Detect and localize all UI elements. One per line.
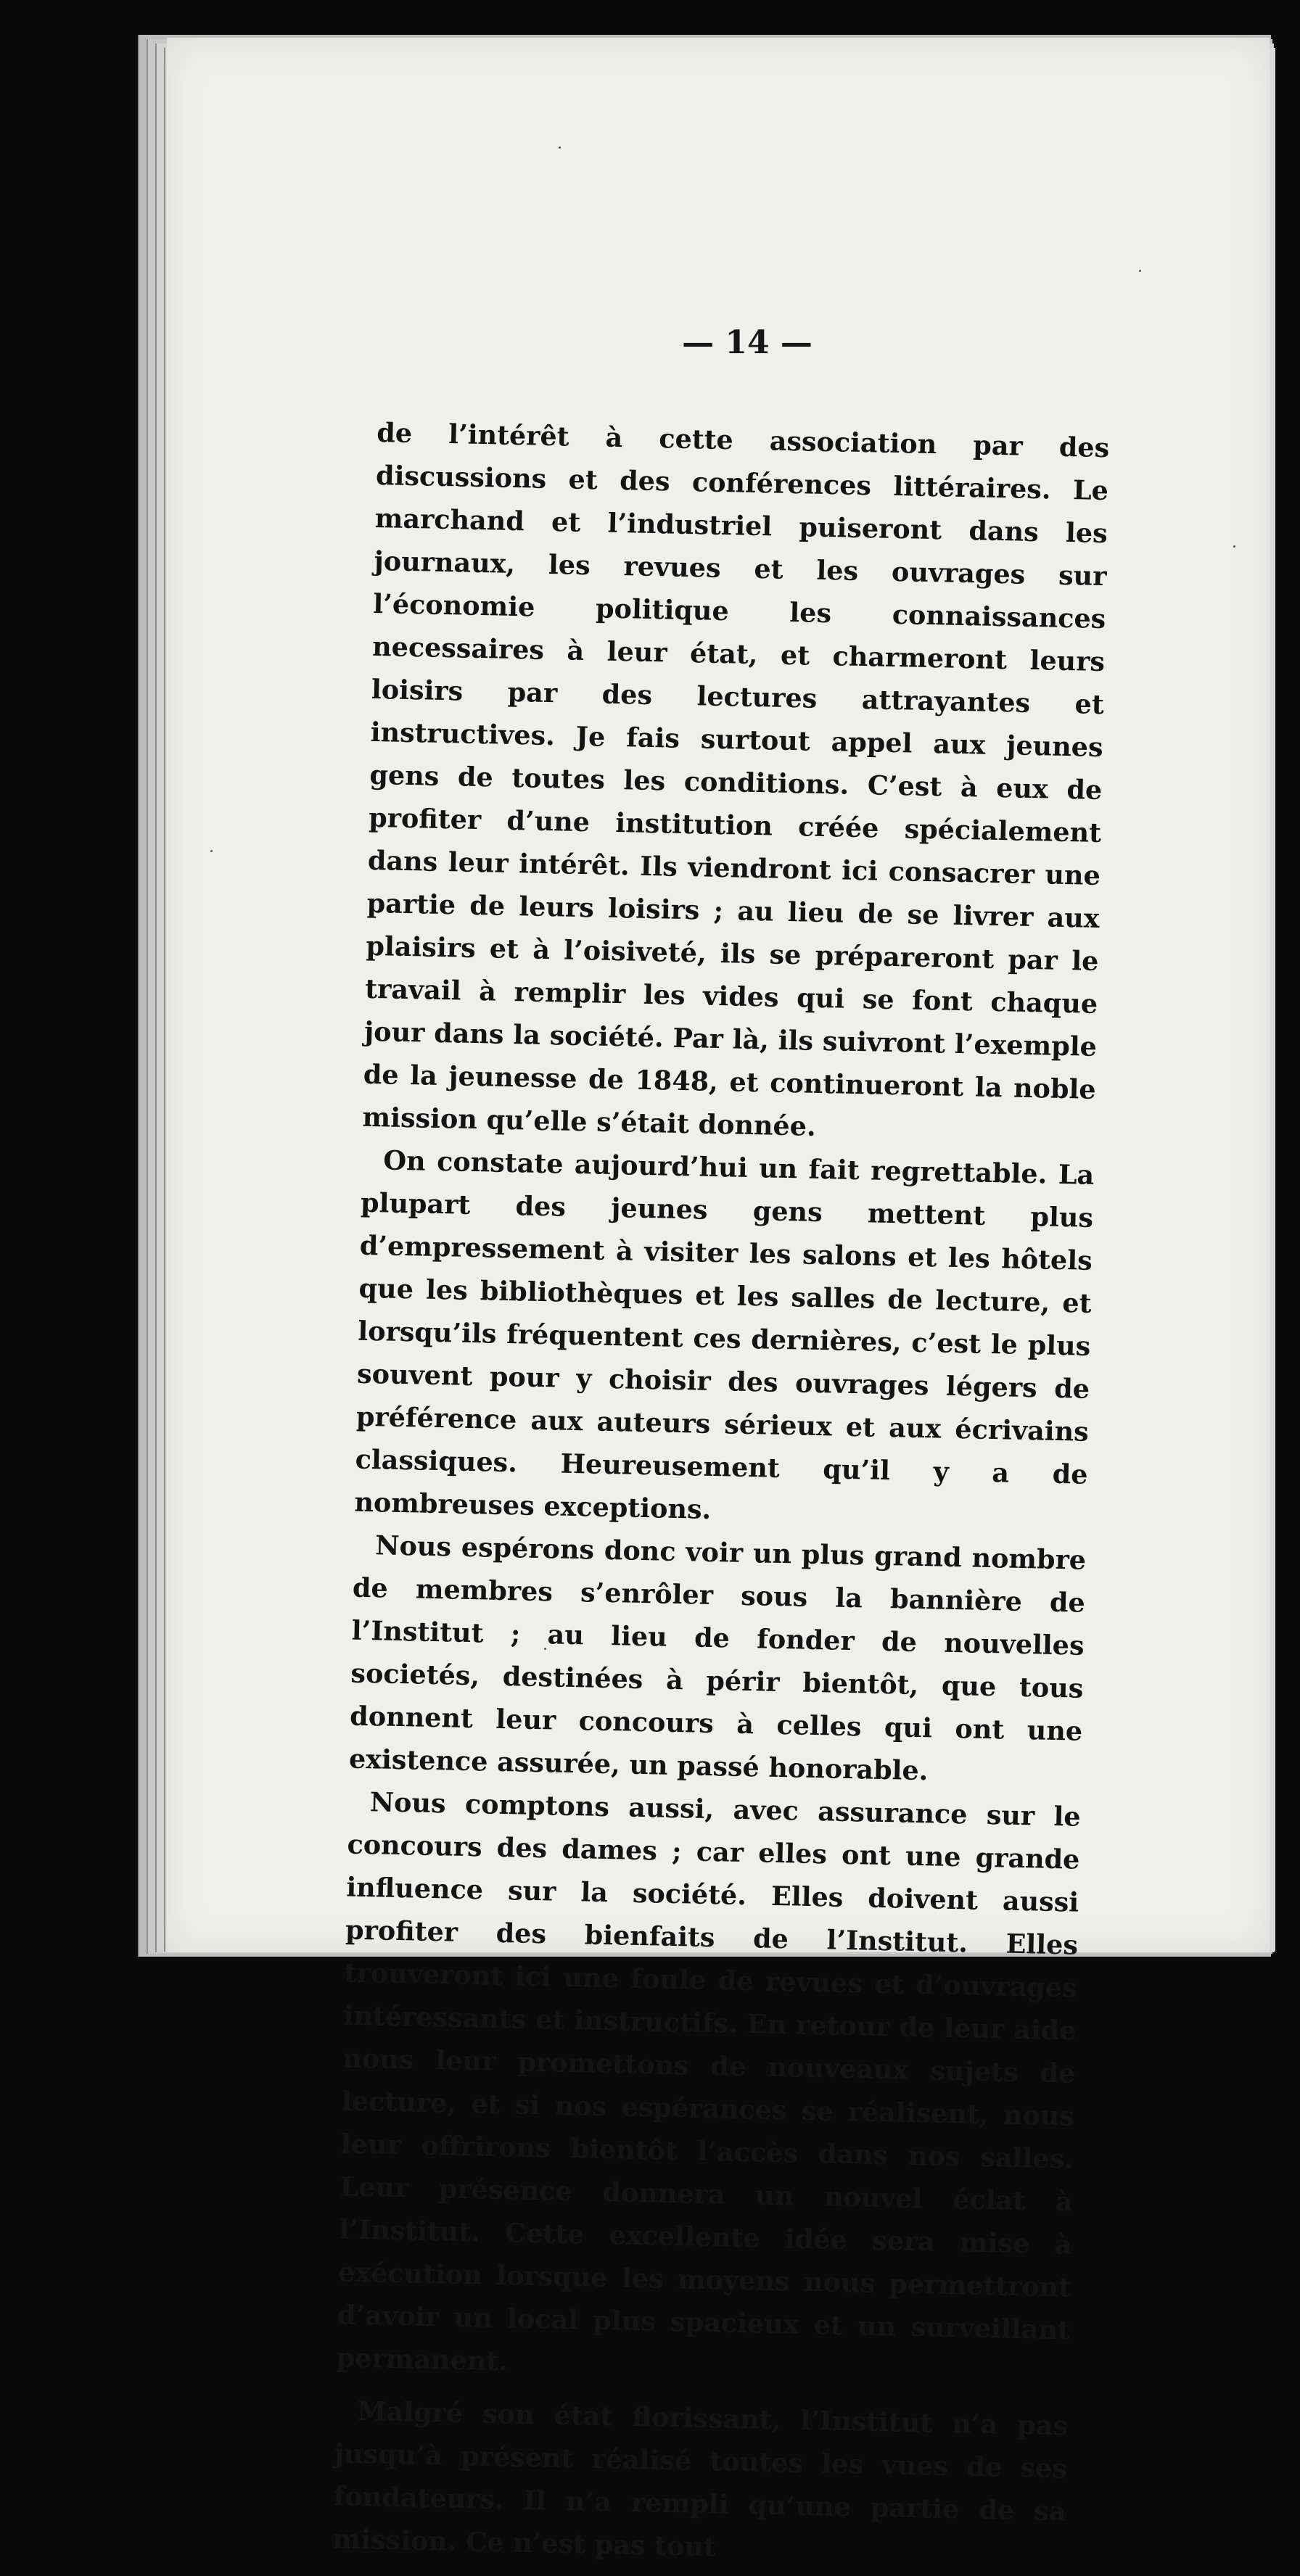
paragraph: Malgré son état florissant, l’Institut n’a pas jusqu’à présent réalisé toutes les vues de ses fondateurs. Il n’a rempli qu’une partie de sa mission. Ce n’est pas tout [332, 2395, 1069, 2563]
paragraph: Nous espérons donc voir un plus grand nombre de membres s’enrôler sous la bannière de l’Institut ; au lieu de fonder de nouvelles societés, destinées à périr bientôt, que tous donnent leur concours à celles qui ont une existence assurée, un passé honorable. [348, 1530, 1087, 1787]
paragraph: On constate aujourd’hui un fait regrettable. La plupart des jeunes gens mettent plus d’empressement à visiter les salons et les hôtels que les bibliothèques et les salles de lecture, et lorsqu’ils fréquentent ces dernières, c’est le plus souvent pour y choisir des ouvrages légers de préférence aux auteurs sérieux et aux écrivains classiques. Heureusement qu’il y a de nombreuses exceptions. [354, 1144, 1095, 1525]
body-text [332, 411, 1110, 2576]
paper-speck [559, 146, 561, 149]
page-number: — 14 — [682, 324, 812, 361]
paper-speck [1139, 270, 1141, 272]
paper-speck [1233, 545, 1235, 548]
paragraph: Nous comptons aussi, avec assurance sur le concours des dames ; car elles ont une grande influence sur la société. Elles doivent aussi profiter des bienfaits de l’Institut. Elles trouveront ici une foule de revues et d’ouvrages intéressants et instructifs. En retour de leur aide nous leur promettons de nouveaux sujets de lecture, et si nos espérances se réalisent, nous leur offrirons bientôt l’accès dans nos salles. Leur présence donnera un nouvel éclat à l’Institut. Cette excellente idée sera mise à exécution lorsque les moyens nous permettront d’avoir un local plus spacieux et un surveillant permanent. [336, 1786, 1082, 2377]
paper-speck [210, 850, 213, 852]
book-page [167, 38, 1270, 2563]
paragraph: de l’intérêt à cette association par des discussions et des conférences littéraires. Le marchand et l’industriel puiseront dans les journaux, les revues et les ouvrages sur l’économie politique les connaissances necessaires à leur état, et charmeront leurs loisirs par des lectures attrayantes et instructives. Je fais surtout appel aux jeunes gens de toutes les conditions. C’est à eux de profiter d’une institution créée spécialement dans leur intérêt. Ils viendront ici consacrer une partie de leurs loisirs ; au lieu de se livrer aux plaisirs et à l’oisiveté, ils se prépareront par le travail à remplir les vides qui se font chaque jour dans la société. Par là, ils suivront l’exemple de la jeunesse de 1848, et continueront la noble mission qu’elle s’était donnée. [362, 416, 1110, 1142]
